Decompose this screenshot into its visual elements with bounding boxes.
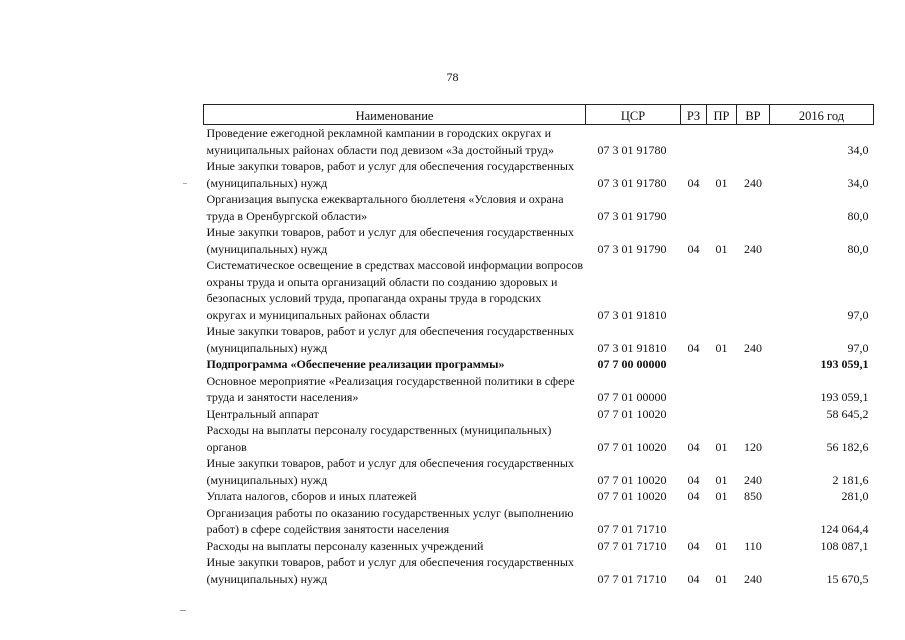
row-pr	[707, 356, 737, 373]
row-pr: 01	[715, 241, 728, 256]
row-value: 56 182,6	[826, 439, 869, 454]
table-row	[204, 373, 874, 406]
row-value: 2 181,6	[832, 472, 869, 487]
row-rz	[681, 191, 707, 224]
row-csr: 07 7 00 00000	[597, 357, 667, 371]
row-name: Систематическое освещение в средствах массовой информации вопросов охраны труда и опыта организаций области по созданию здоровых и безопасных условий труда, пропаганда охраны труда в городских округах и муниципальных районах области	[206, 258, 583, 322]
row-rz: 04	[687, 175, 700, 190]
row-name: Иные закупки товаров, работ и услуг для обеспечения государственных (муниципальных) нужд	[206, 555, 574, 586]
table-row	[204, 505, 874, 538]
header-pr: ПР	[707, 105, 737, 125]
row-pr	[707, 505, 737, 538]
row-vr: 240	[744, 241, 762, 256]
row-vr	[737, 356, 770, 373]
table-row	[204, 257, 874, 323]
table-row	[204, 323, 874, 356]
row-vr	[737, 373, 770, 406]
row-pr: 01	[715, 340, 728, 355]
row-vr: 850	[744, 489, 762, 503]
row-name: Иные закупки товаров, работ и услуг для обеспечения государственных (муниципальных) нужд	[206, 225, 574, 256]
table-row	[204, 538, 874, 555]
row-vr	[737, 125, 770, 159]
row-value: 124 064,4	[820, 522, 869, 536]
row-name: Организация выпуска ежеквартального бюллетеня «Условия и охрана труда в Оренбургской области»	[206, 192, 564, 223]
row-pr	[707, 125, 737, 159]
table-row	[204, 224, 874, 257]
row-vr: 120	[744, 439, 762, 454]
page-number: 78	[446, 70, 459, 84]
row-csr: 07 7 01 71710	[597, 538, 667, 553]
row-name: Расходы на выплаты персоналу государственных (муниципальных) органов	[206, 423, 552, 454]
row-pr: 01	[715, 472, 728, 487]
table-body	[204, 125, 874, 588]
row-pr: 01	[715, 175, 728, 190]
row-value: 15 670,5	[826, 571, 869, 586]
row-rz	[681, 125, 707, 159]
row-value: 193 059,1	[820, 390, 869, 404]
row-vr: 240	[744, 472, 762, 487]
row-value: 34,0	[847, 142, 869, 157]
header-vr: ВР	[737, 105, 770, 125]
row-pr: 01	[715, 538, 728, 553]
row-pr	[707, 191, 737, 224]
row-value: 108 087,1	[820, 538, 869, 553]
row-pr	[707, 406, 737, 423]
row-name: Уплата налогов, сборов и иных платежей	[206, 489, 417, 503]
row-vr: 240	[744, 571, 762, 586]
row-value: 34,0	[847, 175, 869, 190]
row-value: 97,0	[847, 340, 869, 355]
row-name: Расходы на выплаты персоналу казенных учреждений	[206, 538, 484, 553]
row-name: Центральный аппарат	[206, 406, 319, 421]
row-vr	[737, 406, 770, 423]
header-year: 2016 год	[770, 105, 874, 125]
table-row	[204, 488, 874, 505]
table-row	[204, 125, 874, 159]
table-row	[204, 455, 874, 488]
row-rz	[681, 373, 707, 406]
row-rz: 04	[687, 571, 700, 586]
row-pr: 01	[715, 489, 728, 503]
row-name: Иные закупки товаров, работ и услуг для обеспечения государственных (муниципальных) нужд	[206, 456, 574, 487]
row-rz: 04	[687, 472, 700, 487]
row-value: 80,0	[847, 208, 869, 223]
scan-mark	[180, 610, 186, 611]
row-name: Иные закупки товаров, работ и услуг для обеспечения государственных (муниципальных) нужд	[206, 324, 574, 355]
row-rz	[681, 356, 707, 373]
table-row	[204, 554, 874, 587]
row-rz	[681, 257, 707, 323]
row-rz: 04	[687, 489, 700, 503]
row-pr	[707, 373, 737, 406]
table-header	[204, 105, 874, 125]
scan-mark	[183, 183, 187, 184]
row-csr: 07 3 01 91790	[597, 208, 667, 223]
row-value: 281,0	[841, 489, 869, 503]
table-row	[204, 422, 874, 455]
row-csr: 07 7 01 71710	[597, 522, 667, 536]
row-csr: 07 3 01 91780	[597, 142, 667, 157]
table-row	[204, 356, 874, 373]
row-value: 193 059,1	[820, 357, 869, 371]
row-csr: 07 7 01 10020	[597, 406, 667, 421]
row-vr: 240	[744, 340, 762, 355]
row-value: 58 645,2	[826, 406, 869, 421]
row-vr	[737, 191, 770, 224]
row-vr: 240	[744, 175, 762, 190]
row-csr: 07 7 01 10020	[597, 472, 667, 487]
row-vr	[737, 505, 770, 538]
row-rz: 04	[687, 241, 700, 256]
row-csr: 07 3 01 91810	[597, 340, 667, 355]
row-name: Иные закупки товаров, работ и услуг для обеспечения государственных (муниципальных) нужд	[206, 159, 574, 190]
row-rz: 04	[687, 439, 700, 454]
budget-table	[203, 104, 874, 587]
row-rz	[681, 406, 707, 423]
row-csr: 07 3 01 91790	[597, 241, 667, 256]
table-row	[204, 406, 874, 423]
row-rz: 04	[687, 340, 700, 355]
row-csr: 07 7 01 10020	[597, 489, 667, 503]
row-vr	[737, 257, 770, 323]
row-value: 80,0	[847, 241, 869, 256]
row-value: 97,0	[847, 307, 869, 322]
row-pr: 01	[715, 571, 728, 586]
row-csr: 07 7 01 10020	[597, 439, 667, 454]
row-rz: 04	[687, 538, 700, 553]
row-vr: 110	[744, 538, 762, 553]
header-csr: ЦСР	[586, 105, 681, 125]
table-row	[204, 158, 874, 191]
row-pr: 01	[715, 439, 728, 454]
row-name: Проведение ежегодной рекламной кампании в городских округах и муниципальных районах области под девизом «За достойный труд»	[206, 126, 554, 157]
table-row	[204, 191, 874, 224]
row-csr: 07 7 01 00000	[597, 390, 667, 404]
row-name: Основное мероприятие «Реализация государственной политики в сфере труда и занятости населения»	[206, 373, 575, 404]
row-name: Подпрограмма «Обеспечение реализации программы»	[206, 357, 505, 371]
header-rz: РЗ	[681, 105, 707, 125]
row-csr: 07 3 01 91810	[597, 307, 667, 322]
row-pr	[707, 257, 737, 323]
row-csr: 07 3 01 91780	[597, 175, 667, 190]
row-name: Организация работы по оказанию государственных услуг (выполнению работ) в сфере содействия занятости населения	[206, 505, 574, 536]
row-csr: 07 7 01 71710	[597, 571, 667, 586]
row-rz	[681, 505, 707, 538]
header-name: Наименование	[204, 105, 586, 125]
